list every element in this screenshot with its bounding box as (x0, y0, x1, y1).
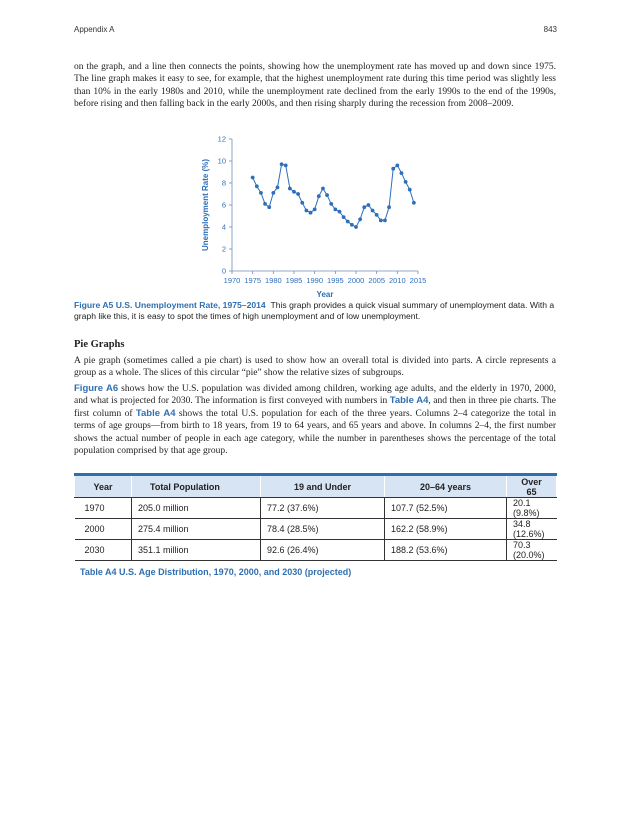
data-point (251, 176, 255, 180)
x-tick-label: 1990 (306, 276, 324, 285)
x-tick-label: 1985 (285, 276, 303, 285)
header-total-population: Total Population (132, 475, 261, 498)
table-a4-link[interactable]: Table A4 (135, 407, 176, 419)
data-point (300, 201, 304, 205)
table-row (75, 540, 557, 561)
table-cell: 2030 (75, 540, 132, 561)
data-point (309, 211, 313, 215)
y-tick-label: 10 (217, 156, 226, 166)
table-cell: 20.1 (9.8%) (507, 498, 557, 519)
x-tick-label: 2010 (388, 276, 406, 285)
age-distribution-table (74, 473, 557, 561)
table-row (75, 519, 557, 540)
data-point (371, 209, 375, 213)
data-point (284, 164, 288, 168)
table-cell: 188.2 (53.6%) (385, 540, 507, 561)
table-cell: 275.4 million (132, 519, 261, 540)
y-axis-label: Unemployment Rate (%) (201, 158, 210, 252)
x-tick-label: 1975 (244, 276, 262, 285)
pie-paragraph: A pie graph (sometimes called a pie chart) is used to show how an overall total is divided into parts. A circle represents a group as a whole. The slices of this circular “pie” show the relative sizes of subgroups. (74, 356, 556, 379)
table-a4-link[interactable]: Table A4 (389, 395, 429, 407)
data-point (313, 208, 317, 212)
x-tick-label: 1980 (264, 276, 282, 285)
table-cell: 162.2 (58.9%) (385, 519, 507, 540)
data-point (379, 219, 383, 223)
data-point (400, 171, 404, 175)
header-19-and-under: 19 and Under (261, 475, 385, 498)
data-point (255, 184, 259, 188)
table-cell: 2000 (75, 519, 132, 540)
x-tick-label: 2000 (347, 276, 365, 285)
data-point (321, 187, 325, 191)
table-cell: 1970 (75, 498, 132, 519)
data-point (383, 219, 387, 223)
data-point (271, 191, 275, 195)
header-over-65: Over 65 (507, 475, 557, 498)
data-point (292, 190, 296, 194)
header-year: Year (75, 475, 132, 498)
data-point (329, 202, 333, 206)
data-point (259, 191, 263, 195)
figure-caption-text: This graph provides a quick visual summary of unemployment data. With a graph like this, it is easy to spot the times of high unemployment and of low unemployment. (74, 300, 555, 322)
data-point (362, 205, 366, 209)
data-point (288, 187, 292, 191)
table-cell: 70.3 (20.0%) (507, 540, 557, 561)
figure6-text-1: shows how the U.S. population was divided among children, working age adults, and the elderly in 1970, 2000, and what is projected for 2030. The information is first conveyed with numbers in (74, 384, 556, 407)
data-point (296, 192, 300, 196)
data-point (391, 167, 395, 171)
figure-caption (74, 300, 556, 323)
table-cell: 92.6 (26.4%) (261, 540, 385, 561)
data-point (305, 209, 309, 213)
figure-a6-link[interactable]: Figure A6 (74, 383, 119, 394)
unemployment-line-chart (196, 134, 436, 300)
y-tick-label: 0 (221, 266, 226, 276)
data-point (267, 205, 271, 209)
series-line (253, 164, 414, 227)
y-tick-label: 2 (221, 244, 226, 254)
figure6-paragraph (74, 383, 556, 457)
figure-caption-label: Figure A5 U.S. Unemployment Rate, 1975–2014 (74, 300, 266, 310)
data-point (325, 193, 329, 197)
data-point (280, 162, 284, 166)
running-header-left: Appendix A (74, 25, 115, 34)
data-point (317, 194, 321, 198)
y-tick-label: 12 (217, 134, 226, 144)
data-point (350, 223, 354, 227)
table-cell: 77.2 (37.6%) (261, 498, 385, 519)
data-point (354, 225, 358, 229)
data-point (342, 215, 346, 219)
data-point (408, 188, 412, 192)
x-tick-label: 2015 (409, 276, 427, 285)
y-tick-label: 8 (221, 178, 226, 188)
table-cell: 78.4 (28.5%) (261, 519, 385, 540)
data-point (367, 203, 371, 207)
table-cell: 107.7 (52.5%) (385, 498, 507, 519)
table-cell: 205.0 million (132, 498, 261, 519)
data-point (412, 201, 416, 205)
figure6-text-2: , and then in three pie charts. The first column of (74, 396, 556, 419)
figure6-text-3: shows the total U.S. population for each of the three years. Columns 2–4 categorize the total in terms of age groups—from birth to 18 years, from 19 to 64 years, and 65 years and above. In columns 2–4, the first number shows the actual number of people in each age category, while the number in parentheses shows the percentage of the total population comprised by that age group. (74, 408, 556, 457)
table-caption: Table A4 U.S. Age Distribution, 1970, 2000, and 2030 (projected) (80, 567, 352, 577)
y-tick-label: 4 (221, 222, 226, 232)
page-number: 843 (543, 25, 557, 34)
data-point (333, 208, 337, 212)
section-title: Pie Graphs (74, 339, 125, 350)
data-point (346, 220, 350, 224)
data-point (404, 180, 408, 184)
x-axis-label: Year (316, 290, 334, 299)
table-cell: 351.1 million (132, 540, 261, 561)
data-point (338, 210, 342, 214)
x-tick-label: 1970 (223, 276, 241, 285)
data-point (375, 213, 379, 217)
data-point (387, 205, 391, 209)
y-tick-label: 6 (221, 200, 226, 210)
data-point (263, 202, 267, 206)
data-point (358, 217, 362, 221)
x-tick-label: 1995 (326, 276, 344, 285)
header-20-64-years: 20–64 years (385, 475, 507, 498)
x-tick-label: 2005 (368, 276, 386, 285)
table-row (75, 498, 557, 519)
intro-paragraph: on the graph, and a line then connects the points, showing how the unemployment rate has moved up and down since 1975. The line graph makes it easy to see, for example, that the highest unemployment rate during this time period was slightly less than 10% in the early 1980s and 2010, while the unemployment rate declined from the early 1990s to the end of the 1990s, before rising and then falling back in the early 2000s, and then rising sharply during the recession from 2008–2009. (74, 62, 556, 110)
data-point (395, 164, 399, 168)
data-point (276, 186, 280, 190)
table-cell: 34.8 (12.6%) (507, 519, 557, 540)
table-header-row (75, 475, 557, 498)
